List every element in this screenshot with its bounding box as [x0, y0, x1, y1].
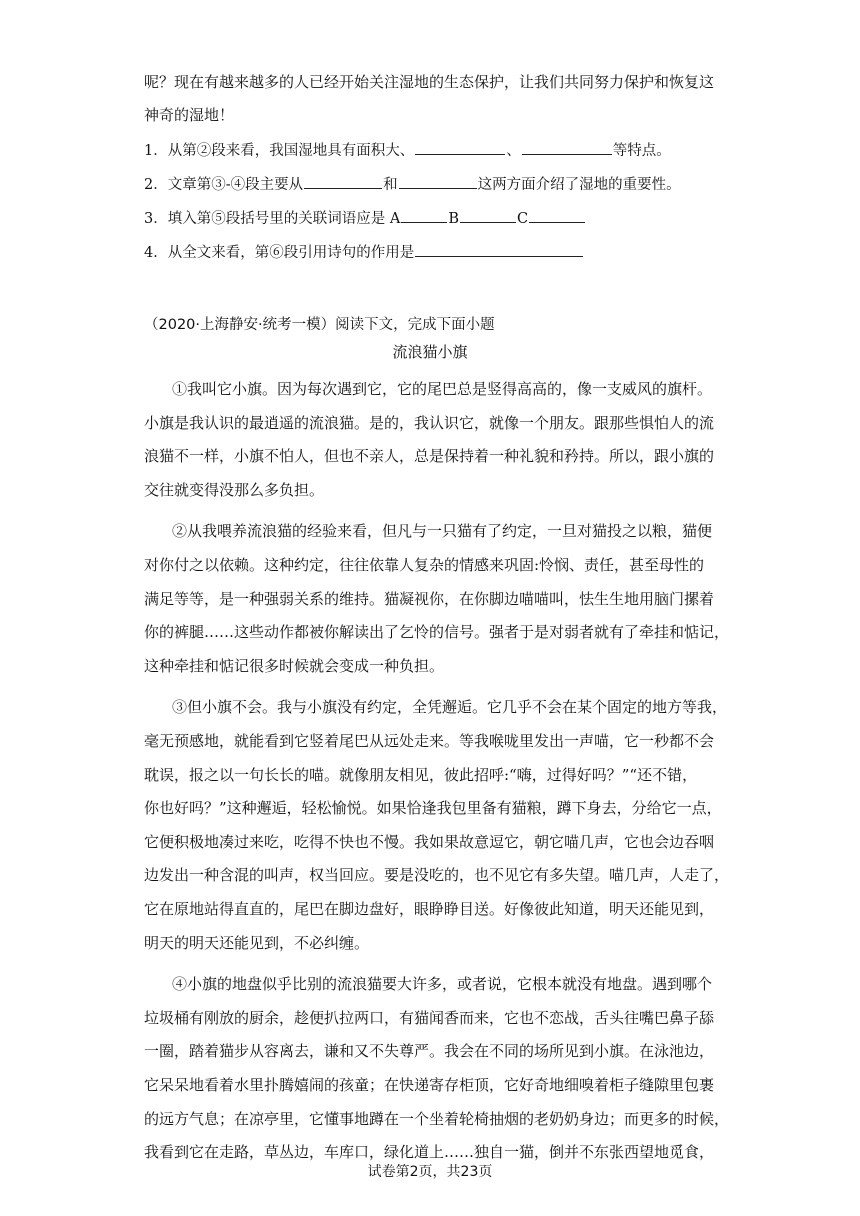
passage-line: 明天的明天还能见到，不必纠缠。 [144, 933, 370, 952]
passage-line: ④小旗的地盘似乎比别的流浪猫要大许多，或者说，它根本就没有地盘。遇到哪个 [172, 975, 713, 994]
passage-line: 这种牵挂和惦记很多时候就会变成一种负担。 [144, 656, 445, 675]
question-3-label-c: C [516, 211, 529, 227]
passage-line: 毫无预感地，就能看到它竖着尾巴从远处走来。等我喉咙里发出一声喵，它一秒都不会 [144, 732, 715, 750]
passage-line: 的远方气息；在凉亭里，它懂事地蹲在一个坐着轮椅抽烟的老奶奶身边；而更多的时候， [144, 1109, 730, 1128]
question-1-text: 1．从第②段来看，我国湿地具有面积大、 [144, 143, 415, 159]
question-4 [144, 242, 584, 263]
question-1-end: 等特点。 [612, 143, 671, 159]
question-3-text: 3．填入第⑤段括号里的关联词语应是 A [144, 211, 401, 227]
passage-line: 垃圾桶有刚放的厨余，趁便扒拉两口，有猫闻香而来，它也不恋战，舌头往嘴巴鼻子舔 [144, 1008, 715, 1027]
question-3 [144, 208, 586, 229]
answer-blank[interactable] [415, 242, 583, 257]
passage-line: 浪猫不一样，小旗不怕人，但也不亲人，总是保持着一种礼貌和矜持。所以，跟小旗的 [144, 447, 715, 466]
question-2 [144, 174, 681, 195]
question-2-text: 2．文章第③-④段主要从 [144, 177, 304, 193]
passage-line: 你也好吗？”这种邂逅，轻松愉悦。如果恰逢我包里备有猫粮，蹲下身去，分给它一点， [144, 799, 722, 818]
passage-line: 它在原地站得直直的，尾巴在脚边盘好，眼睁睁目送。好像彼此知道，明天还能见到， [144, 900, 715, 918]
answer-blank[interactable] [415, 140, 505, 155]
passage-line: 一圈，踏着猫步从容离去，谦和又不失尊严。我会在不同的场所见到小旗。在泳池边， [144, 1042, 715, 1061]
intro-line-1: 呢？现在有越来越多的人已经开始关注湿地的生态保护，让我们共同努力保护和恢复这 [144, 73, 715, 91]
question-1-sep: 、 [506, 143, 521, 159]
passage-line: 你的裤腿……这些动作都被你解读出了乞怜的信号。强者于是对弱者就有了牵挂和惦记， [144, 623, 730, 642]
passage-line: 交往就变得没那么多负担。 [144, 480, 325, 499]
question-3-label-b: B [448, 211, 459, 227]
passage-line: 它便积极地凑过来吃，吃得不快也不慢。我如果故意逗它，朝它喵几声，它也会边吞咽 [144, 832, 715, 851]
page-footer: 试卷第2页，共23页 [367, 1164, 493, 1180]
passage-line: ①我叫它小旗。因为每次遇到它，它的尾巴总是竖得高高的，像一支威风的旗杆。 [172, 380, 713, 398]
question-4-text: 4．从全文来看，第⑥段引用诗句的作用是 [144, 245, 415, 261]
passage-line: 对你付之以依赖。这种约定，往往依靠人复杂的情感来巩固:怜悯、责任，甚至母性的 [144, 556, 705, 574]
answer-blank[interactable] [522, 140, 612, 155]
question-1 [144, 140, 671, 161]
question-2-end: 这两方面介绍了湿地的重要性。 [477, 177, 681, 193]
intro-line-2: 神奇的湿地！ [144, 106, 235, 124]
passage-line: 满足等等，是一种强弱关系的维持。猫凝视你，在你脚边喵喵叫，怯生生地用脑门摞着 [144, 589, 715, 608]
passage-line: 耽误，报之以一句长长的喵。就像朋友相见，彼此招呼:“嗨，过得好吗？”“还不错， [144, 765, 698, 784]
question-2-sep: 和 [383, 177, 398, 193]
answer-blank-b[interactable] [460, 208, 516, 223]
passage-line: 我看到它在走路，草丛边，车库口，绿化道上……独自一猫，倒并不东张西望地觅食， [144, 1143, 715, 1162]
answer-blank[interactable] [399, 174, 477, 189]
passage-line: 边发出一种含混的叫声，权当回应。要是没吃的，也不见它有多失望。喵几声，人走了， [144, 866, 730, 885]
answer-blank-a[interactable] [401, 208, 447, 223]
passage-source: （2020·上海静安·统考一模）阅读下文，完成下面小题 [144, 317, 495, 333]
answer-blank-c[interactable] [529, 208, 585, 223]
passage-line: ③但小旗不会。我与小旗没有约定，全凭邂逅。它几乎不会在某个固定的地方等我， [172, 698, 728, 717]
passage-title: 流浪猫小旗 [392, 343, 468, 361]
passage-line: ②从我喂养流浪猫的经验来看，但凡与一只猫有了约定，一旦对猫投之以粮，猫便 [172, 522, 713, 541]
passage-line: 它呆呆地看着水里扑腾嬉闹的孩童；在快递寄存柜顶，它好奇地细嗅着柜子缝隙里包裹 [144, 1076, 715, 1094]
passage-line: 小旗是我认识的最逍遥的流浪猫。是的，我认识它，就像一个朋友。跟那些惧怕人的流 [144, 413, 715, 432]
answer-blank[interactable] [304, 174, 382, 189]
